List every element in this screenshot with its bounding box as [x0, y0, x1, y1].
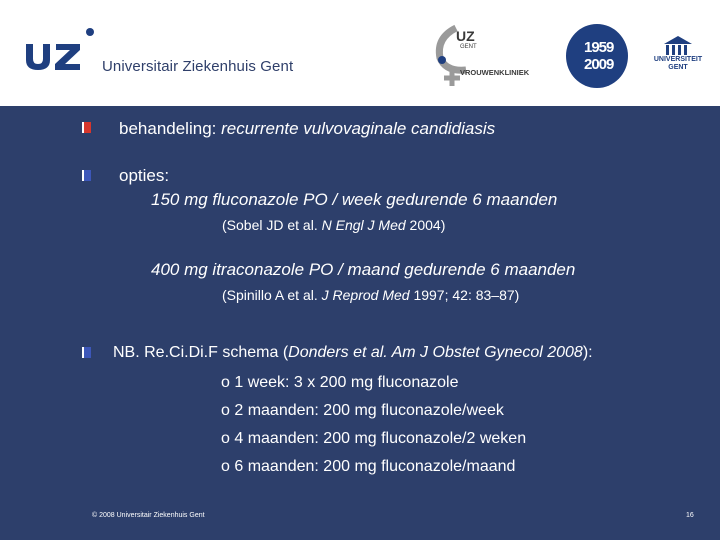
- header-bar: [0, 0, 720, 106]
- bullet-red-icon: [82, 122, 91, 133]
- vk-uz-text: UZ: [456, 28, 475, 44]
- page-number: 16: [686, 512, 694, 519]
- reference-spinillo-c: 1997; 42: 83–87): [409, 287, 520, 303]
- schedule-item: o 4 maanden: 200 mg fluconazole/2 weken: [221, 430, 527, 447]
- reference-spinillo: [222, 287, 519, 303]
- uz-logo-icon: [22, 28, 102, 74]
- footer-copyright: © 2008 Universitair Ziekenhuis Gent: [92, 512, 205, 519]
- item-recidif: [113, 344, 593, 362]
- vrouwenkliniek-label: VROUWENKLINIEK: [460, 68, 530, 77]
- item-recidif-reference: Donders et al. Am J Obstet Gynecol 2008: [288, 344, 583, 361]
- item-recidif-suffix: ):: [582, 344, 593, 361]
- bullet-blue-icon: [82, 170, 91, 181]
- reference-sobel-c: 2004): [405, 217, 446, 233]
- item-behandeling-prefix: behandeling:: [119, 119, 222, 138]
- institution-name: Universitair Ziekenhuis Gent: [102, 58, 294, 75]
- item-behandeling: [119, 119, 495, 139]
- reference-sobel-journal: N Engl J Med: [321, 217, 406, 233]
- option-itraconazole: 400 mg itraconazole PO / maand gedurende 6 maanden: [151, 260, 576, 279]
- anniversary-start: 1959: [584, 39, 614, 56]
- ug-label-line2: GENT: [668, 64, 688, 71]
- reference-spinillo-journal: J Reprod Med: [321, 287, 410, 303]
- schedule-item: o 2 maanden: 200 mg fluconazole/week: [221, 402, 504, 419]
- reference-sobel: [222, 217, 445, 233]
- option-fluconazole: 150 mg fluconazole PO / week gedurende 6 maanden: [151, 190, 558, 209]
- anniversary-badge: [566, 24, 628, 88]
- ug-label-line1: UNIVERSITEIT: [653, 56, 703, 63]
- reference-spinillo-a: (Spinillo A et al.: [222, 287, 322, 303]
- reference-sobel-a: (Sobel JD et al.: [222, 217, 322, 233]
- item-recidif-prefix: NB. Re.Ci.Di.F schema (: [113, 344, 289, 361]
- bullet-blue-icon-2: [82, 347, 91, 358]
- vrouwenkliniek-logo-icon: [426, 20, 550, 90]
- vk-gent-text: GENT: [460, 44, 477, 50]
- schedule-item: o 1 week: 3 x 200 mg fluconazole: [221, 374, 459, 391]
- schedule-item: o 6 maanden: 200 mg fluconazole/maand: [221, 458, 516, 475]
- item-opties-label: opties:: [119, 166, 170, 185]
- anniversary-end: 2009: [584, 56, 614, 73]
- universiteit-gent-label: [648, 56, 708, 72]
- item-behandeling-emphasis: recurrente vulvovaginale candidiasis: [221, 119, 496, 138]
